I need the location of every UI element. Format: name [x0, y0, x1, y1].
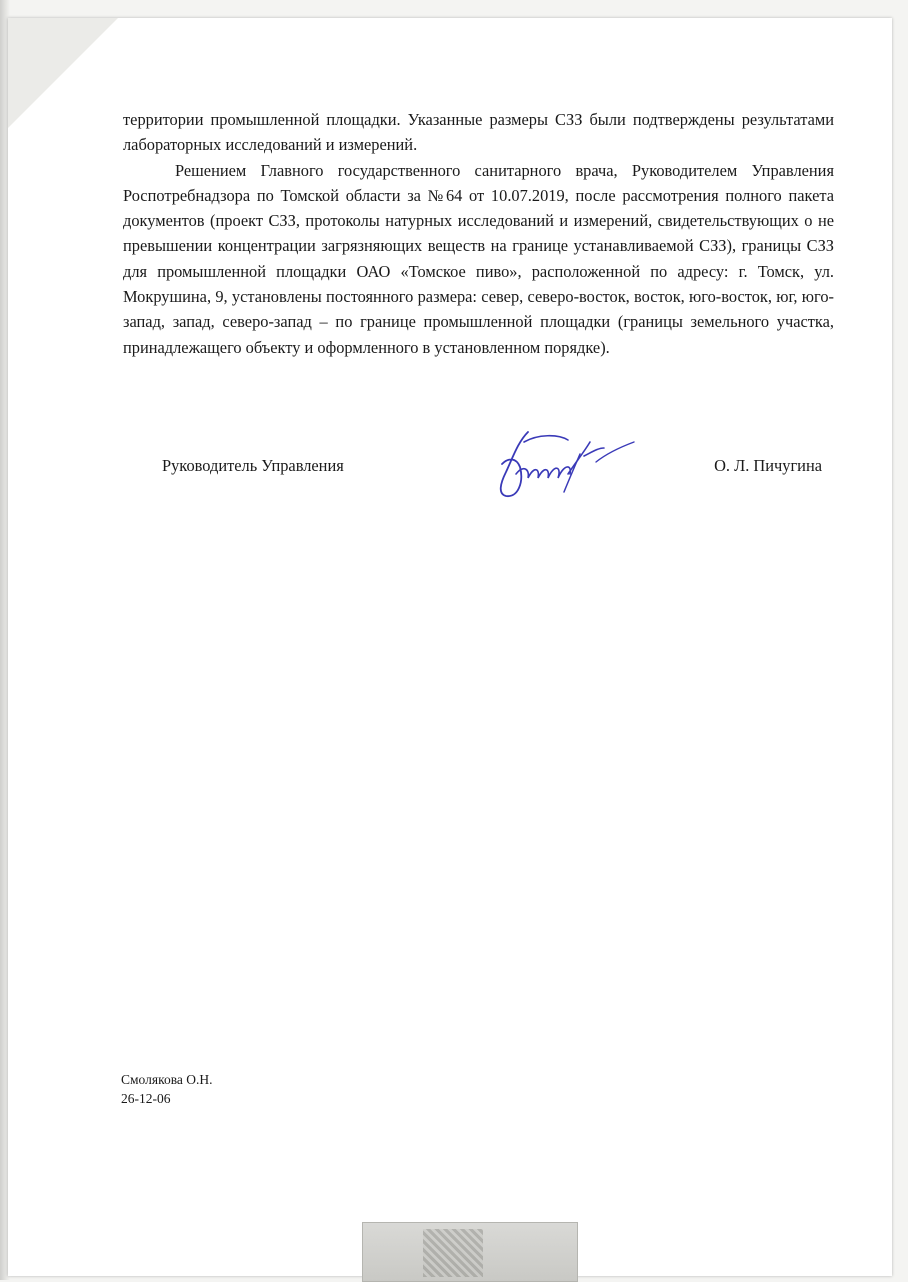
- paragraph-decision: Решением Главного государственного санитарного врача, Руководителем Управления Роспотребнадзора по Томской области за №64 от 10.07.2019, после рассмотрения полного пакета документов (проект СЗЗ, протоколы натурных исследований и измерений, свидетельствующих о не превышении концентрации загрязняющих веществ на границе устанавливаемой СЗЗ), границы СЗЗ для промышленной площадки ОАО «Томское пиво», расположенной по адресу: г. Томск, ул. Мокрушина, 9, установлены постоянного размера: север, северо-восток, восток, юго-восток, юг, юго-запад, запад, северо-запад – по границе промышленной площадки (границы земельного участка, принадлежащего объекту и оформленного в установленном порядке).: [123, 160, 834, 357]
- executor-name: Смолякова О.Н.: [121, 1072, 213, 1087]
- page-corner-fold: [8, 18, 118, 128]
- handwritten-signature-icon: [488, 412, 638, 512]
- executor-info: [121, 1070, 213, 1108]
- signer-title: Руководитель Управления: [162, 456, 344, 475]
- scan-artifact: [423, 1229, 483, 1277]
- executor-phone: 26-12-06: [121, 1091, 171, 1106]
- paragraph-continuation: территории промышленной площадки. Указанные размеры СЗЗ были подтверждены результатами лабораторных исследований и измерений.: [123, 110, 834, 155]
- document-body: [123, 107, 834, 360]
- scanner-footer-strip: [362, 1222, 578, 1282]
- signer-name: О. Л. Пичугина: [714, 456, 822, 475]
